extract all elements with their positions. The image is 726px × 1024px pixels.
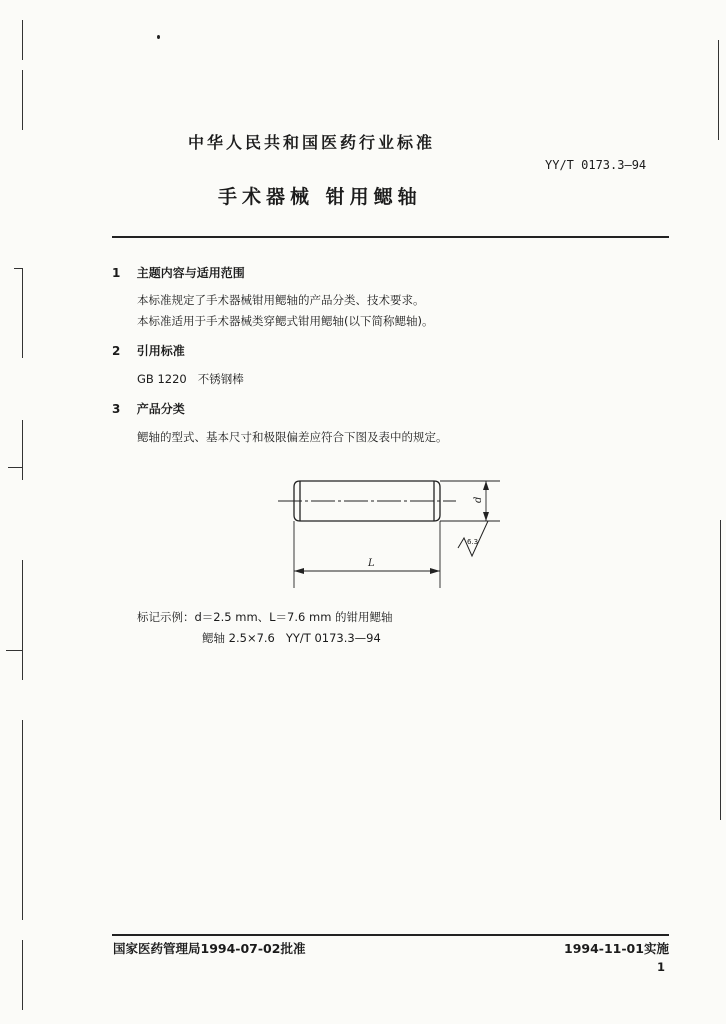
organization-title: 中华人民共和国医药行业标准 [188, 133, 436, 152]
roughness-value: 6.3 [467, 538, 479, 546]
standard-number: YY/T 0173.3—94 [545, 158, 647, 172]
section-title: 主题内容与适用范围 [136, 266, 245, 280]
section-number: 3 [112, 402, 121, 416]
paragraph: 本标准适用于手术器械类穿鳃式钳用鳃轴(以下简称鳃轴)。 [137, 314, 434, 328]
section-title: 产品分类 [136, 402, 185, 416]
dimension-d-label: d [473, 496, 484, 503]
paragraph: 鳃轴的型式、基本尺寸和极限偏差应符合下图及表中的规定。 [137, 430, 448, 444]
page-number: 1 [657, 960, 666, 974]
paragraph: GB 1220 不锈钢棒 [137, 372, 244, 386]
document-title: 手术器械 钳用鳃轴 [218, 186, 422, 208]
section-title: 引用标准 [136, 344, 185, 358]
paragraph: 本标准规定了手术器械钳用鳃轴的产品分类、技术要求。 [137, 293, 425, 307]
implementation-date: 1994-11-01实施 [564, 941, 669, 956]
marking-example: 标记示例：d＝2.5 mm、L＝7.6 mm 的钳用鳃轴 [137, 610, 393, 624]
approval-note: 国家医药管理局1994-07-02批准 [113, 941, 306, 956]
section-number: 2 [112, 344, 121, 358]
section-number: 1 [112, 266, 121, 280]
marking-example-code: 鳃轴 2.5×7.6 YY/T 0173.3—94 [202, 631, 381, 645]
dimension-L-label: L [368, 558, 375, 569]
footer-rule [112, 934, 669, 936]
